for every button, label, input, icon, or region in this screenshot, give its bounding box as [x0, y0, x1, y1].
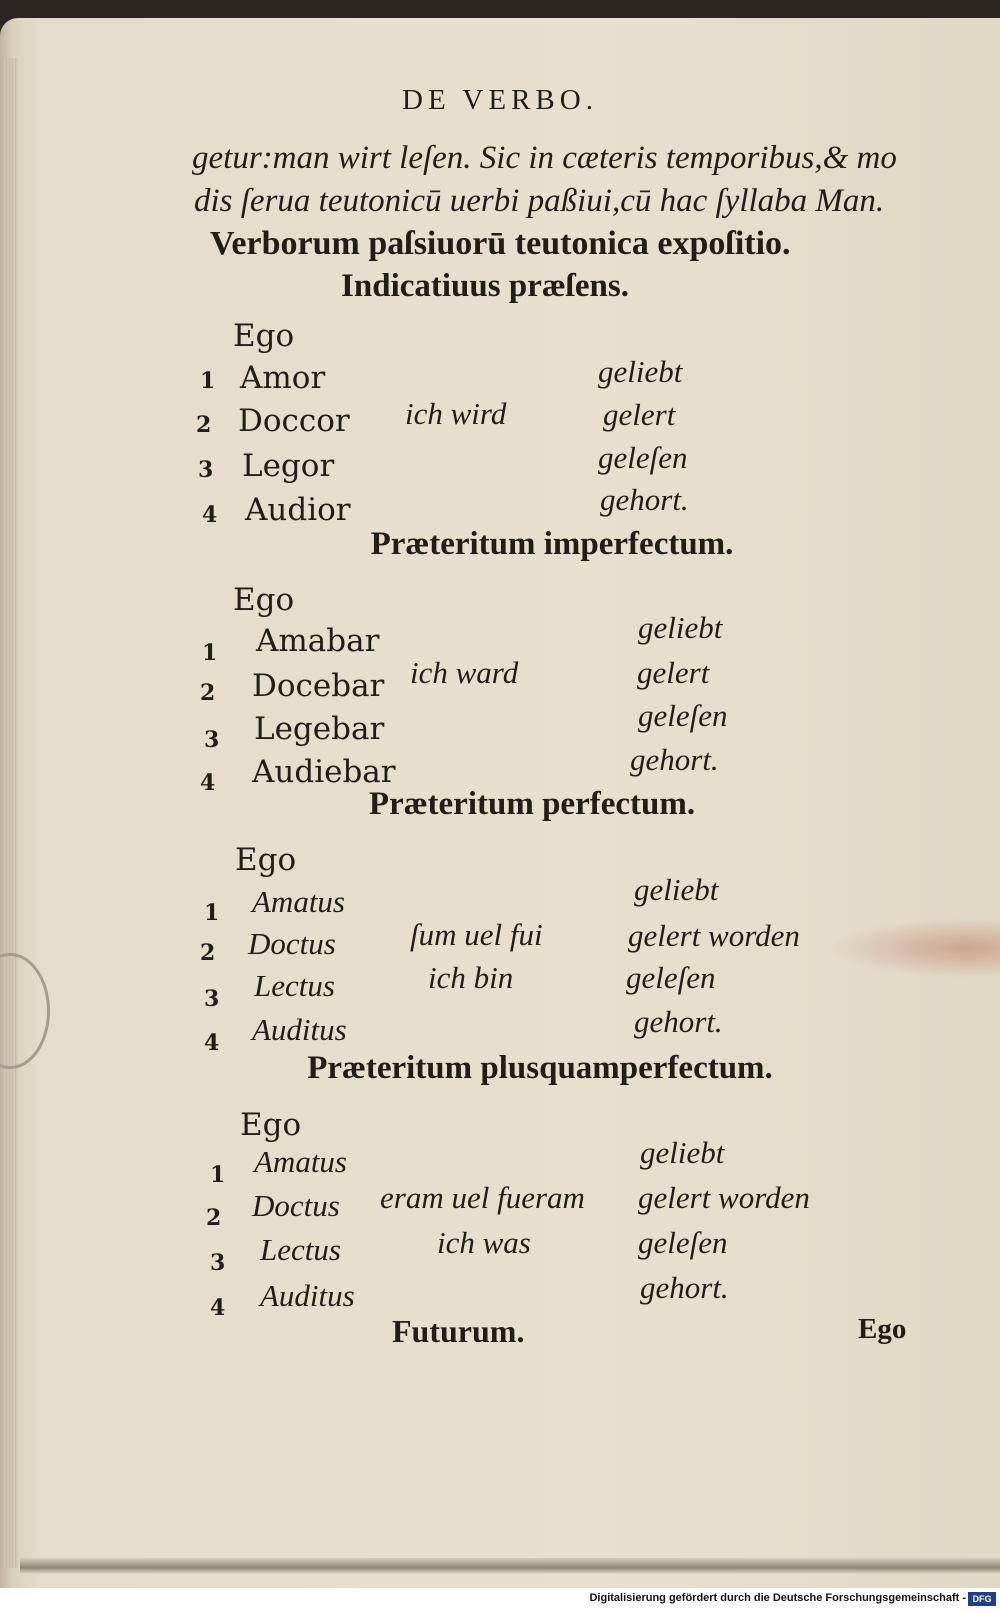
latin-form: Doctus	[248, 926, 336, 961]
latin-form: Lectus	[260, 1232, 341, 1267]
stain	[830, 918, 1000, 978]
heading: Verborum paſsiuorū teutonica expoſitio.	[210, 225, 791, 262]
auxiliary: eram uel fueram	[380, 1180, 585, 1215]
german-form: geliebt	[640, 1135, 725, 1170]
latin-form: Amatus	[254, 1144, 347, 1179]
row-number: 3	[204, 986, 220, 1012]
german-form: gelert worden	[628, 918, 800, 953]
german-form: gelert	[637, 655, 710, 690]
latin-form: Auditus	[260, 1278, 355, 1313]
german-form: gehort.	[600, 482, 689, 517]
row-number: 2	[200, 680, 216, 706]
auxiliary: ich was	[437, 1225, 531, 1260]
row-number: 3	[198, 457, 214, 483]
latin-form: Audiebar	[252, 754, 396, 790]
section-title: Præteritum imperfectum.	[370, 526, 734, 562]
row-number: 4	[210, 1295, 226, 1321]
pronoun: Ego	[233, 582, 295, 618]
footer-bar	[0, 1588, 1000, 1611]
row-number: 4	[200, 770, 216, 796]
auxiliary: ich bin	[428, 960, 514, 995]
latin-form: Amor	[240, 360, 326, 396]
running-head: DE VERBO.	[402, 84, 598, 116]
row-number: 3	[210, 1250, 226, 1276]
latin-form: Amabar	[256, 623, 380, 659]
row-number: 3	[204, 727, 220, 753]
row-number: 1	[204, 900, 220, 926]
latin-form: Auditus	[252, 1012, 347, 1047]
latin-form: Amatus	[252, 884, 345, 919]
intro-line-1: getur:man wirt leſen. Sic in cæteris temporibus,& mo	[192, 140, 897, 176]
catchword: Ego	[858, 1313, 907, 1345]
german-form: gehort.	[634, 1004, 723, 1039]
footer-credit: Digitalisierung gefördert durch die Deutsche Forschungsgemeinschaft -	[589, 1592, 966, 1604]
row-number: 2	[200, 940, 216, 966]
auxiliary: ſum uel fui	[410, 917, 543, 952]
latin-form: Legor	[242, 448, 335, 484]
latin-form: Doctus	[252, 1188, 340, 1223]
row-number: 2	[206, 1205, 222, 1231]
next-section-title: Futurum.	[392, 1313, 525, 1349]
latin-form: Legebar	[254, 711, 385, 747]
german-form: gehort.	[630, 742, 719, 777]
latin-form: Lectus	[254, 968, 335, 1003]
row-number: 4	[202, 502, 218, 528]
pronoun: Ego	[240, 1107, 302, 1143]
latin-form: Audior	[245, 492, 351, 528]
intro-line-2: dis ſerua teutonicū uerbi paßiui,cū hac ſyllaba Man.	[194, 183, 885, 219]
row-number: 2	[196, 412, 212, 438]
german-form: geliebt	[634, 872, 719, 907]
row-number: 1	[210, 1162, 226, 1188]
latin-form: Docebar	[252, 668, 385, 704]
pronoun: Ego	[233, 318, 295, 354]
german-form: gelert worden	[638, 1180, 810, 1215]
german-form: geliebt	[638, 610, 723, 645]
row-number: 1	[200, 368, 216, 394]
german-form: gehort.	[640, 1270, 729, 1305]
latin-form: Doccor	[238, 403, 350, 439]
row-number: 4	[204, 1030, 220, 1056]
section-title: Præteritum plusquamperfectum.	[307, 1050, 773, 1086]
pronoun: Ego	[235, 842, 297, 878]
german-form: geliebt	[598, 354, 683, 389]
dfg-logo: DFG	[968, 1592, 996, 1606]
german-form: geleſen	[626, 960, 716, 995]
section-title: Præteritum perfectum.	[368, 786, 696, 822]
german-form: geleſen	[638, 1225, 728, 1260]
german-form: gelert	[603, 397, 676, 432]
german-form: geleſen	[638, 698, 728, 733]
german-form: geleſen	[598, 440, 688, 475]
page-bottom-edge	[20, 1558, 1000, 1574]
row-number: 1	[202, 640, 218, 666]
auxiliary: ich wird	[405, 396, 507, 431]
section-title: Indicatiuus præſens.	[341, 268, 629, 304]
auxiliary: ich ward	[410, 655, 519, 690]
